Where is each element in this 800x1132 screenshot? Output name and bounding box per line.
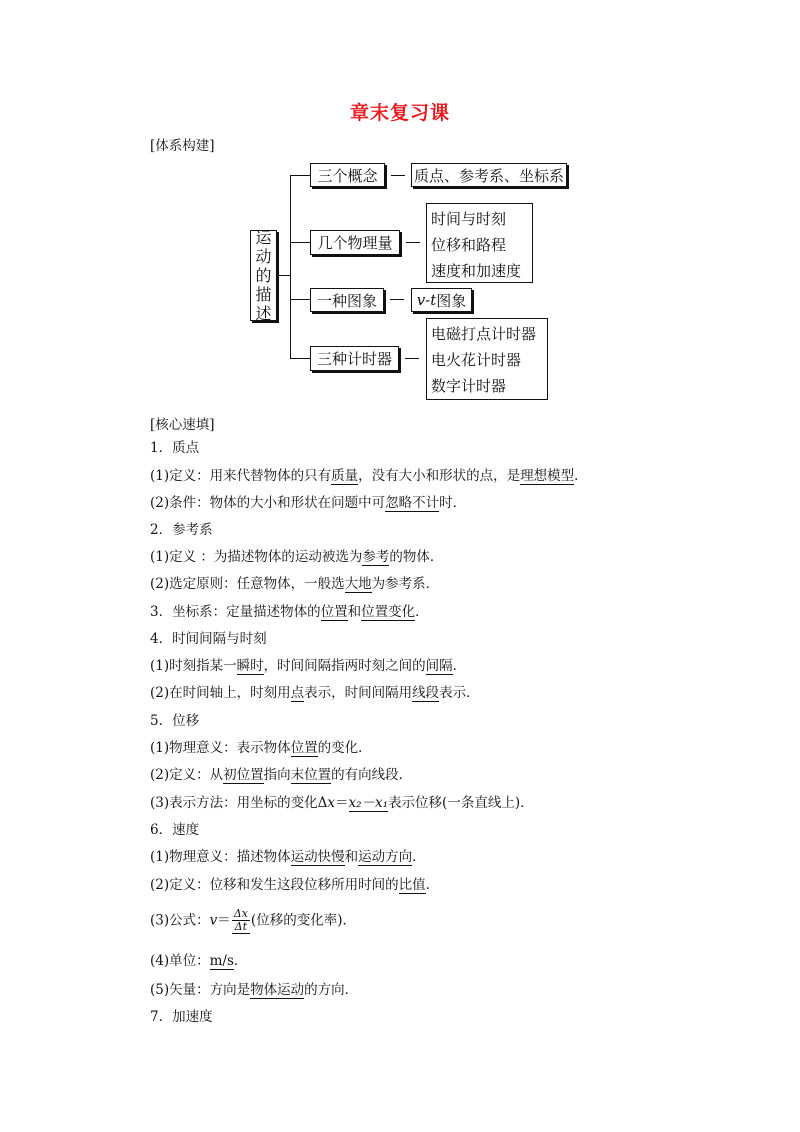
answer-blank: x₂－x₁	[348, 795, 389, 811]
leaf-timers-list	[426, 318, 548, 400]
dash-line	[390, 299, 404, 300]
line-velocity-definition	[150, 876, 439, 894]
dash-line	[405, 358, 419, 359]
text: 的有向线段．	[331, 767, 413, 783]
branch-one-graph: 一种图象	[310, 288, 384, 312]
section-heading-core: [核心速填]	[150, 417, 215, 433]
text: 指向	[263, 767, 291, 783]
leaf-item: 时间与时刻	[431, 210, 507, 228]
text: (2)条件：物体的大小和形状在问题中可	[150, 495, 386, 511]
root-box-motion-description	[250, 230, 277, 321]
leaf-item: 电磁打点计时器	[431, 325, 537, 343]
branch-three-concepts: 三个概念	[310, 163, 385, 187]
fraction	[232, 908, 250, 934]
dash-line	[391, 175, 405, 176]
bracket-line	[290, 175, 291, 358]
text: ，时间间隔指两时刻之间的	[263, 658, 426, 674]
text: 3．坐标系：定量描述物体的	[150, 604, 321, 620]
text: ．	[412, 849, 426, 865]
variable: v	[209, 912, 218, 929]
text: ＝	[217, 912, 231, 929]
text: 的方向．	[304, 982, 359, 998]
fraction-denominator: Δt	[232, 921, 250, 934]
text: (3)表示方法：用坐标的变化Δ	[150, 795, 328, 811]
line-displacement-meaning	[150, 739, 372, 757]
answer-blank: 位置	[290, 740, 318, 756]
line-displacement-definition	[150, 766, 412, 784]
text: ．	[574, 468, 588, 484]
line-velocity-unit	[150, 952, 247, 970]
leaf-vt-graph	[411, 288, 472, 312]
text: (5)矢量：方向是	[150, 982, 251, 998]
answer-blank: 位置	[320, 604, 348, 620]
leaf-quantities-list	[426, 203, 533, 283]
text: (2)定义：位移和发生这段位移所用时间的	[150, 877, 399, 893]
line-reference-principle	[150, 575, 439, 593]
answer-blank: 质量	[331, 468, 359, 484]
text: 和	[347, 604, 362, 620]
text: ．	[233, 953, 248, 969]
leaf-particle-reference-coordinate: 质点、参考系、坐标系	[411, 163, 567, 187]
text: 表示位移(一条直线上)．	[388, 795, 534, 811]
answer-blank: 大地	[344, 576, 372, 592]
answer-blank: 瞬时	[236, 658, 264, 674]
branch-three-timers: 三种计时器	[310, 346, 399, 371]
root-char: 描	[255, 285, 272, 304]
variable: x	[327, 795, 335, 811]
text: (2)定义：从	[150, 767, 224, 783]
section-heading-structure: [体系构建]	[150, 138, 215, 154]
text: 的变化．	[317, 740, 372, 756]
line-particle-definition	[150, 467, 588, 485]
line-coordinate-system	[150, 603, 429, 621]
connector-line	[290, 358, 310, 359]
text: 表示，时间间隔用	[304, 685, 413, 701]
branch-physical-quantities: 几个物理量	[310, 230, 400, 255]
line-velocity-formula	[150, 908, 356, 934]
answer-blank: 间隔	[425, 658, 453, 674]
answer-blank: m/s	[209, 953, 234, 969]
line-reference-definition	[150, 548, 443, 566]
root-char: 述	[255, 304, 272, 323]
line-particle-condition	[150, 494, 466, 512]
heading-reference-frame: 2．参考系	[150, 522, 213, 538]
text: 和	[344, 849, 359, 865]
text: ＝	[335, 795, 349, 811]
text: ，没有大小和形状的点，是	[358, 468, 521, 484]
heading-time: 4．时间间隔与时刻	[150, 631, 267, 647]
answer-blank: 线段	[412, 685, 440, 701]
answer-blank: 比值	[398, 877, 426, 893]
heading-displacement: 5．位移	[150, 713, 200, 729]
text: ．	[415, 604, 429, 620]
leaf-item: 电火花计时器	[431, 351, 522, 369]
dash-line	[406, 242, 420, 243]
answer-blank: 运动方向	[358, 849, 413, 865]
answer-blank: 运动快慢	[290, 849, 345, 865]
answer-blank: 参考	[362, 549, 390, 565]
line-velocity-meaning	[150, 848, 426, 866]
text: (1)时刻指某一	[150, 658, 237, 674]
heading-velocity: 6．速度	[150, 822, 200, 838]
connector-line	[277, 275, 291, 276]
answer-blank: 点	[290, 685, 305, 701]
text: (1)物理意义：表示物体	[150, 740, 291, 756]
text: (1)定义 ：为描述物体的运动被选为	[150, 549, 363, 565]
text: 为参考系．	[371, 576, 440, 592]
line-displacement-method	[150, 794, 534, 812]
fraction-numerator: Δx	[233, 907, 248, 920]
leaf-item: 速度和加速度	[431, 262, 522, 280]
text: (2)选定原则：任意物体，一般选	[150, 576, 345, 592]
leaf-item: 数字计时器	[431, 377, 507, 395]
page-title: 章末复习课	[349, 102, 450, 124]
answer-blank: 末位置	[290, 767, 332, 783]
answer-blank: 初位置	[223, 767, 264, 783]
text: (4)单位：	[150, 953, 210, 969]
heading-particle: 1．质点	[150, 440, 200, 456]
text: (1)定义：用来代替物体的只有	[150, 468, 332, 484]
text: 时．	[439, 495, 467, 511]
answer-blank: 忽略不计	[385, 495, 440, 511]
answer-blank: 物体运动	[250, 982, 305, 998]
root-char: 运	[255, 228, 272, 247]
text: (1)物理意义：描述物体	[150, 849, 291, 865]
connector-line	[290, 299, 310, 300]
text: (位移的变化率)．	[250, 912, 356, 929]
text: (2)在时间轴上，时刻用	[150, 685, 291, 701]
text: 表示．	[439, 685, 480, 701]
heading-acceleration: 7．加速度	[150, 1009, 213, 1025]
text: ．	[452, 658, 467, 674]
line-time-instant	[150, 657, 466, 675]
connector-line	[290, 242, 310, 243]
root-char: 动	[255, 247, 272, 266]
text: 的物体．	[389, 549, 444, 565]
leaf-text: 图象	[436, 291, 467, 310]
text: ．	[425, 877, 440, 893]
root-char: 的	[255, 266, 272, 285]
answer-blank: 理想模型	[520, 468, 575, 484]
line-time-axis	[150, 684, 480, 702]
leaf-item: 位移和路程	[431, 236, 507, 254]
connector-line	[290, 175, 310, 176]
text: (3)公式：	[150, 912, 210, 929]
answer-blank: 位置变化	[361, 604, 416, 620]
leaf-var: v-t	[416, 291, 437, 309]
line-velocity-vector	[150, 981, 358, 999]
